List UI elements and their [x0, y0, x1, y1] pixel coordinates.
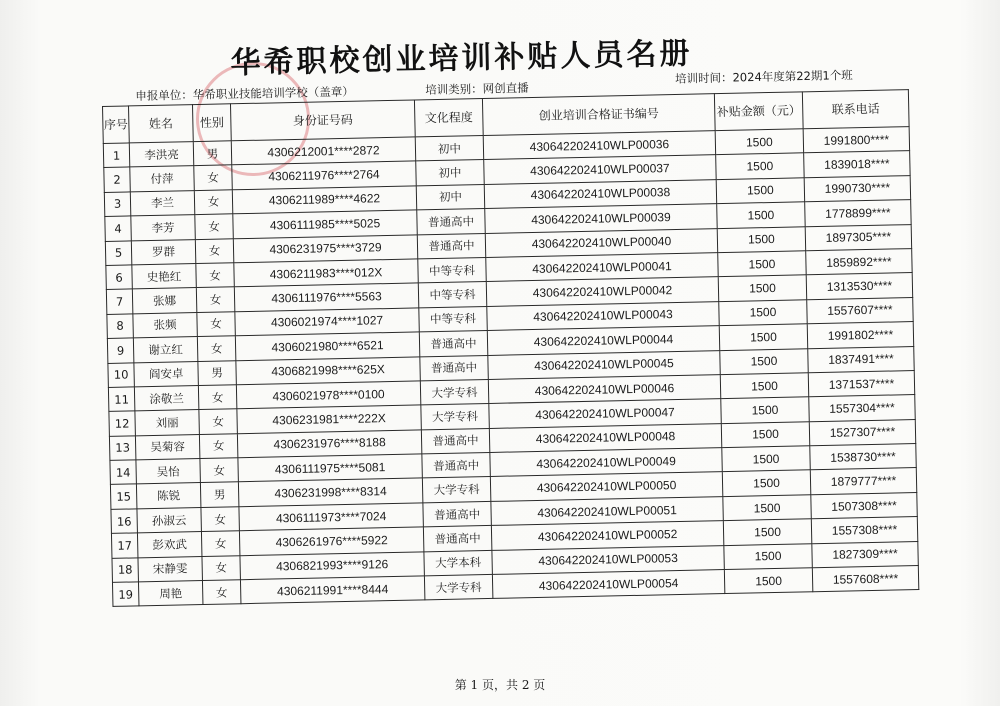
cell-index: 2	[104, 167, 131, 192]
cell-phone: 1991800****	[803, 127, 909, 154]
cell-education: 普通高中	[417, 233, 485, 259]
cell-name: 张频	[133, 312, 197, 338]
cell-gender: 女	[197, 311, 236, 336]
cell-id-number: 4306021980****6521	[235, 332, 419, 360]
col-header-id: 身份证号码	[230, 100, 415, 141]
cell-certificate-no: 430642202410WLP00043	[487, 301, 719, 330]
cell-id-number: 4306211976****2764	[232, 161, 416, 189]
cell-certificate-no: 430642202410WLP00039	[485, 204, 717, 233]
cell-id-number: 4306261976****5922	[239, 527, 423, 555]
cell-id-number: 4306021974****1027	[235, 308, 419, 336]
cell-name: 付萍	[130, 166, 194, 192]
cell-id-number: 4306212001****2872	[231, 137, 415, 165]
cell-education: 中等专科	[418, 282, 486, 308]
cell-certificate-no: 430642202410WLP00045	[488, 350, 720, 379]
cell-certificate-no: 430642202410WLP00044	[487, 326, 719, 355]
cell-education: 大学本科	[424, 550, 492, 576]
cell-certificate-no: 430642202410WLP00051	[491, 496, 723, 525]
cell-subsidy: 1500	[720, 348, 808, 374]
cell-education: 普通高中	[417, 209, 485, 235]
cell-index: 12	[109, 411, 136, 436]
cell-certificate-no: 430642202410WLP00046	[488, 375, 720, 404]
cell-name: 谢立红	[133, 337, 197, 363]
cell-index: 3	[104, 192, 131, 217]
cell-name: 陈锐	[136, 483, 200, 509]
cell-gender: 男	[200, 482, 239, 507]
roster-table	[102, 89, 919, 607]
cell-index: 16	[111, 509, 138, 534]
cell-phone: 1991802****	[807, 322, 913, 349]
cell-gender: 女	[200, 458, 239, 483]
cell-phone: 1778899****	[805, 200, 911, 227]
cell-gender: 男	[198, 360, 237, 385]
cell-name: 李洪亮	[129, 142, 193, 168]
col-header-certificate: 创业培训合格证书编号	[482, 94, 715, 136]
cell-phone: 1879777****	[810, 468, 916, 495]
cell-phone: 1557308****	[811, 517, 917, 544]
cell-certificate-no: 430642202410WLP00049	[490, 448, 722, 477]
cell-certificate-no: 430642202410WLP00053	[492, 545, 724, 574]
cell-phone: 1507308****	[811, 492, 917, 519]
cell-name: 阎安卓	[134, 361, 198, 387]
cell-index: 15	[110, 484, 137, 509]
cell-phone: 1837491****	[808, 346, 914, 373]
cell-name: 吴怡	[136, 459, 200, 485]
cell-id-number: 4306211989****4622	[232, 186, 416, 214]
cell-index: 9	[107, 338, 134, 363]
cell-phone: 1313530****	[806, 273, 912, 300]
cell-phone: 1897305****	[805, 224, 911, 251]
cell-index: 14	[110, 460, 137, 485]
cell-name: 张娜	[132, 288, 196, 314]
cell-name: 涂敬兰	[134, 385, 198, 411]
cell-education: 普通高中	[421, 428, 489, 454]
cell-education: 初中	[416, 184, 484, 210]
cell-gender: 男	[193, 141, 232, 166]
cell-id-number: 4306821998****625X	[236, 356, 420, 384]
cell-education: 大学专科	[420, 379, 488, 405]
cell-phone: 1859892****	[806, 249, 912, 276]
training-time: 培训时间：2024年度第22期1个班	[674, 67, 853, 86]
cell-index: 1	[103, 143, 130, 168]
cell-name: 周艳	[138, 581, 202, 607]
cell-phone: 1839018****	[804, 151, 910, 178]
cell-name: 孙淑云	[137, 507, 201, 533]
cell-id-number: 4306111976****5563	[234, 283, 418, 311]
cell-index: 18	[112, 557, 139, 582]
cell-subsidy: 1500	[721, 397, 809, 423]
cell-name: 罗群	[131, 239, 195, 265]
cell-index: 4	[105, 216, 132, 241]
cell-gender: 女	[194, 190, 233, 215]
cell-subsidy: 1500	[718, 275, 806, 301]
cell-index: 10	[108, 362, 135, 387]
cell-subsidy: 1500	[723, 519, 811, 545]
cell-name: 宋静雯	[138, 556, 202, 582]
training-type: 培训类别：网创直播	[425, 80, 529, 97]
col-header-subsidy: 补贴金额（元）	[714, 92, 803, 131]
cell-id-number: 4306211983****012X	[234, 259, 418, 287]
cell-id-number: 4306021978****0100	[236, 381, 420, 409]
cell-certificate-no: 430642202410WLP00048	[489, 423, 721, 452]
cell-gender: 女	[195, 238, 234, 263]
cell-gender: 女	[196, 287, 235, 312]
cell-id-number: 4306231981****222X	[237, 405, 421, 433]
cell-education: 普通高中	[420, 355, 488, 381]
cell-gender: 女	[202, 580, 241, 605]
cell-subsidy: 1500	[721, 421, 809, 447]
page-footer: 第 1 页，共 2 页	[454, 678, 546, 692]
cell-index: 13	[109, 436, 136, 461]
cell-education: 中等专科	[418, 257, 486, 283]
cell-subsidy: 1500	[723, 495, 811, 521]
cell-index: 7	[106, 289, 133, 314]
cell-id-number: 4306231976****8188	[237, 430, 421, 458]
cell-gender: 女	[201, 507, 240, 532]
cell-gender: 女	[196, 263, 235, 288]
cell-index: 17	[111, 533, 138, 558]
cell-id-number: 4306821993****9126	[240, 551, 424, 579]
cell-name: 刘丽	[135, 410, 199, 436]
cell-subsidy: 1500	[717, 202, 805, 228]
cell-id-number: 4306111975****5081	[238, 454, 422, 482]
cell-gender: 女	[194, 165, 233, 190]
cell-index: 5	[105, 240, 132, 265]
cell-subsidy: 1500	[718, 251, 806, 277]
cell-education: 普通高中	[423, 501, 491, 527]
cell-certificate-no: 430642202410WLP00042	[486, 277, 718, 306]
cell-certificate-no: 430642202410WLP00040	[485, 228, 717, 257]
cell-education: 普通高中	[422, 453, 490, 479]
cell-phone: 1827309****	[812, 541, 918, 568]
cell-subsidy: 1500	[722, 470, 810, 496]
cell-education: 普通高中	[423, 526, 491, 552]
cell-gender: 女	[202, 555, 241, 580]
col-header-gender: 性别	[192, 104, 231, 142]
roster-table-wrap	[102, 89, 918, 610]
cell-phone: 1527307****	[809, 419, 915, 446]
cell-education: 大学专科	[422, 477, 490, 503]
cell-certificate-no: 430642202410WLP00052	[491, 521, 723, 550]
cell-education: 中等专科	[419, 306, 487, 332]
cell-certificate-no: 430642202410WLP00050	[490, 472, 722, 501]
cell-education: 初中	[415, 136, 483, 162]
cell-id-number: 4306111973****7024	[239, 503, 423, 531]
cell-name: 李芳	[131, 215, 195, 241]
cell-name: 李兰	[130, 190, 194, 216]
cell-subsidy: 1500	[722, 446, 810, 472]
cell-subsidy: 1500	[715, 129, 803, 155]
cell-subsidy: 1500	[719, 300, 807, 326]
cell-name: 彭欢武	[137, 532, 201, 558]
cell-education: 初中	[416, 160, 484, 186]
cell-subsidy: 1500	[717, 226, 805, 252]
col-header-phone: 联系电话	[802, 90, 909, 129]
cell-certificate-no: 430642202410WLP00038	[484, 179, 716, 208]
cell-index: 19	[112, 582, 139, 607]
cell-gender: 女	[197, 336, 236, 361]
roster-body	[103, 127, 919, 607]
cell-phone: 1557608****	[812, 566, 918, 593]
cell-education: 大学专科	[421, 404, 489, 430]
cell-education: 大学专科	[424, 574, 492, 600]
cell-phone: 1990730****	[804, 175, 910, 202]
cell-education: 普通高中	[419, 331, 487, 357]
cell-certificate-no: 430642202410WLP00041	[486, 253, 718, 282]
col-header-index: 序号	[103, 106, 130, 144]
cell-gender: 女	[195, 214, 234, 239]
cell-phone: 1371537****	[808, 370, 914, 397]
cell-subsidy: 1500	[716, 178, 804, 204]
cell-phone: 1557607****	[807, 297, 913, 324]
cell-subsidy: 1500	[716, 153, 804, 179]
cell-index: 11	[108, 387, 135, 412]
cell-phone: 1538730****	[810, 444, 916, 471]
col-header-education: 文化程度	[414, 99, 483, 137]
cell-subsidy: 1500	[720, 373, 808, 399]
cell-index: 8	[107, 314, 134, 339]
cell-id-number: 4306111985****5025	[233, 210, 417, 238]
cell-gender: 女	[199, 433, 238, 458]
cell-gender: 女	[201, 531, 240, 556]
cell-id-number: 4306231975****3729	[233, 234, 417, 262]
col-header-name: 姓名	[129, 105, 194, 143]
cell-certificate-no: 430642202410WLP00037	[484, 155, 716, 184]
cell-index: 6	[106, 265, 133, 290]
cell-subsidy: 1500	[719, 324, 807, 350]
cell-subsidy: 1500	[724, 543, 812, 569]
page-title: 华希职校创业培训补贴人员名册	[230, 36, 693, 81]
cell-name: 史艳红	[132, 264, 196, 290]
cell-phone: 1557304****	[809, 395, 915, 422]
cell-certificate-no: 430642202410WLP00047	[489, 399, 721, 428]
cell-certificate-no: 430642202410WLP00054	[492, 570, 724, 599]
cell-subsidy: 1500	[724, 568, 812, 594]
cell-certificate-no: 430642202410WLP00036	[483, 131, 715, 160]
cell-id-number: 4306211991****8444	[240, 576, 424, 604]
applicant-unit: 申报单位：华希职业技能培训学校（盖章）	[135, 84, 354, 103]
cell-id-number: 4306231998****8314	[238, 478, 422, 506]
cell-name: 吴菊容	[135, 434, 199, 460]
cell-gender: 女	[198, 385, 237, 410]
cell-gender: 女	[199, 409, 238, 434]
